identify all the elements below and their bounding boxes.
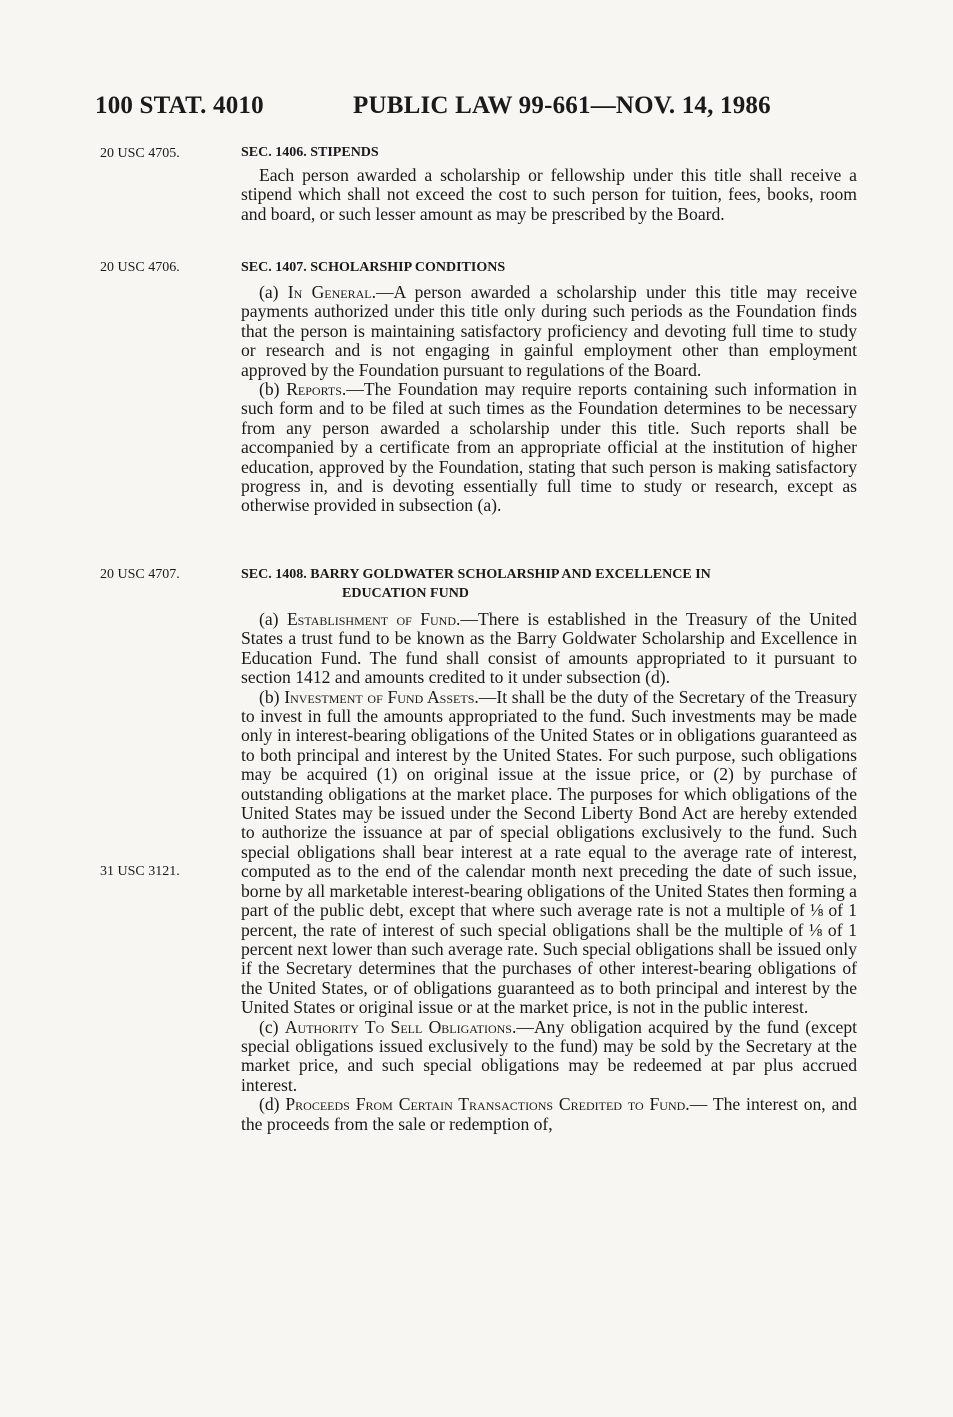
section-body-1406 [241, 166, 857, 224]
section-heading-1406: SEC. 1406. STIPENDS [241, 145, 379, 160]
margin-note: 20 USC 4705. [100, 146, 180, 161]
subsection-b: (b) Reports.—The Foundation may require reports containing such information in such form and to be filed at such times as the Foundation determines to be necessary from any person awarded a scholarship under this title. Such reports shall be accompanied by a certificate from an appropriate official at the institution of higher education, approved by the Foundation, stating that such person is making satisfactory progress in, and is devoting essentially full time to study or research, except as otherwise provided in subsection (a). [241, 379, 857, 516]
public-law-title: PUBLIC LAW 99-661—NOV. 14, 1986 [353, 92, 771, 119]
margin-note: 20 USC 4707. [100, 567, 180, 582]
section-heading-1408: SEC. 1408. BARRY GOLDWATER SCHOLARSHIP AND EXCELLENCE IN EDUCATION FUND [241, 567, 711, 601]
section-body-1407 [241, 283, 857, 516]
subsection-caption: Reports [286, 379, 342, 400]
subsection-c: (c) Authority To Sell Obligations.—Any obligation acquired by the fund (except special obligations issued exclusively to the fund) may be sold by the Secretary at the market price, and such special obligations may be redeemed at par plus accrued interest. [241, 1016, 858, 1095]
subsection-caption: Proceeds From Certain Transactions Credited to Fund [285, 1094, 686, 1115]
margin-note: 31 USC 3121. [100, 864, 180, 879]
section-heading-1407: SEC. 1407. SCHOLARSHIP CONDITIONS [241, 260, 506, 275]
subsection-a: (a) Establishment of Fund.—There is established in the Treasury of the United States a trust fund to be known as the Barry Goldwater Scholarship and Excellence in Education Fund. The fund shall consist of amounts appropriated to it pursuant to section 1412 and amounts credited to it under subsection (d). [241, 609, 857, 688]
subsection-d: (d) Proceeds From Certain Transactions Credited to Fund.— The interest on, and the proceeds from the sale or redemption of, [241, 1094, 857, 1134]
subsection-caption: Authority To Sell Obligations [284, 1016, 512, 1037]
statute-page-number: 100 STAT. 4010 [95, 92, 264, 119]
subsection-caption: Establishment of Fund [286, 609, 456, 629]
subsection-caption: In General [287, 282, 372, 302]
section-body-1408 [241, 610, 857, 1134]
subsection-caption: Investment of Fund Assets [284, 686, 475, 707]
paragraph: Each person awarded a scholarship or fellowship under this title shall receive a stipend which shall not exceed the cost to such person for tuition, fees, books, room and board, or such lesser amount as may be prescribed by the Board. [241, 165, 857, 224]
margin-note: 20 USC 4706. [100, 260, 180, 275]
subsection-a: (a) In General.—A person awarded a scholarship under this title may receive payments authorized under this title only during such periods as the Foundation finds that the person is maintaining satisfactory proficiency and devoting full time to study or research and is not engaging in gainful employment other than employment approved by the Foundation pursuant to regulations of the Board. [241, 282, 858, 380]
subsection-b: (b) Investment of Fund Assets.—It shall be the duty of the Secretary of the Treasury to invest in full the amounts appropriated to the fund. Such investments may be made only in interest-bearing obligations of the United States or in obligations guaranteed as to both principal and interest by the United States. For such purpose, such obligations may be acquired (1) on original issue at the issue price, or (2) by purchase of outstanding obligations at the market place. The purposes for which obligations of the United States may be issued under the Second Liberty Bond Act are hereby extended to authorize the issuance at par of special obligations exclusively to the fund. Such special obligations shall bear interest at a rate equal to the average rate of interest, computed as to the end of the calendar month next preceding the date of such issue, borne by all marketable interest-bearing obligations of the United States then forming a part of the public debt, except that where such average rate is not a multiple of ⅛ of 1 percent, the rate of interest of such special obligations shall be the multiple of ⅛ of 1 percent next lower than such average rate. Such special obligations shall be issued only if the Secretary determines that the purchases of other interest-bearing obligations of the United States, or of obligations guaranteed as to both principal and interest by the United States or original issue or at the market price, is not in the public interest. [241, 686, 857, 1018]
